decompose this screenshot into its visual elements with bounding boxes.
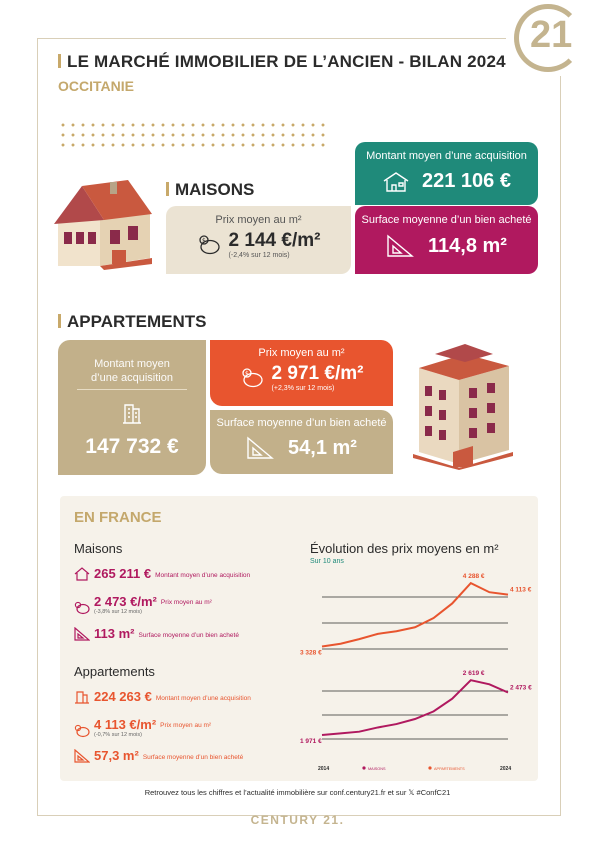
decorative-dots: [58, 120, 330, 150]
building-icon: [74, 690, 90, 704]
data-label-maisons-peak: 2 619 €: [462, 670, 485, 678]
maisons-heading: MAISONS: [166, 180, 254, 200]
maisons-surface-card: Surface moyenne d’un bien acheté 114,8 m²: [355, 206, 538, 274]
data-label-appartements-start: 3 328 €: [300, 649, 322, 657]
appart-surface-card: Surface moyenne d’un bien acheté 54,1 m²: [210, 410, 393, 474]
maisons-prix-card: Prix moyen au m² $ 2 144 €/m² (-2,4% sur 12 mois): [166, 206, 351, 274]
house-outline-icon: [382, 171, 410, 193]
building-icon: [121, 400, 143, 424]
svg-text:$: $: [201, 237, 206, 244]
france-maisons-surface: 113 m² Surface moyenne d’un bien acheté: [74, 626, 239, 641]
france-appart-montant: 224 263 € Montant moyen d’une acquisition: [74, 689, 251, 704]
legend-label-appartements: APPARTEMENTS: [434, 767, 465, 771]
appart-prix-card: Prix moyen au m² $ 2 971 €/m² (+2,3% sur 12 mois): [210, 340, 393, 406]
legend-label-maisons: MAISONS: [368, 767, 386, 771]
chart-subtitle: Sur 10 ans: [310, 558, 344, 565]
series-line-appartements: [322, 583, 508, 646]
series-line-maisons: [322, 680, 508, 735]
appart-montant-card: Montant moyen d’une acquisition 147 732 €: [58, 340, 206, 475]
price-evolution-chart: [298, 565, 536, 777]
piggy-bank-icon: [74, 724, 90, 738]
france-maisons-prix: 2 473 €/m² (-3,8% sur 12 mois) Prix moyen au m²: [74, 594, 212, 615]
france-maisons-montant: 265 211 € Montant moyen d’une acquisition: [74, 566, 250, 581]
house-illustration: [54, 180, 154, 272]
piggy-bank-icon: [240, 367, 264, 389]
france-maisons-label: Maisons: [74, 541, 123, 556]
page-title: LE MARCHÉ IMMOBILIER DE L’ANCIEN - BILAN 2024: [58, 52, 506, 72]
piggy-bank-icon: [197, 234, 221, 256]
region-label: OCCITANIE: [58, 78, 134, 94]
footer-text: Retrouvez tous les chiffres et l’actualité immobilière sur conf.century21.fr et sur 𝕏 #ConfC21: [144, 788, 451, 797]
france-heading: EN FRANCE: [74, 509, 162, 526]
france-appart-surface: 57,3 m² Surface moyenne d’un bien acheté: [74, 748, 243, 763]
house-outline-icon: [74, 567, 90, 581]
x-tick-label-end: 2024: [500, 766, 512, 772]
century21-logo: [506, 2, 588, 76]
appartements-heading: APPARTEMENTS: [58, 312, 206, 332]
france-appart-prix: 4 113 €/m² (-0,7% sur 12 mois) Prix moyen au m²: [74, 717, 211, 738]
logo-number: 21: [530, 14, 573, 56]
data-label-appartements-end: 4 113 €: [510, 586, 532, 594]
legend-swatch-appartements: [428, 766, 431, 769]
legend-swatch-maisons: [362, 766, 365, 769]
apartment-building-illustration: [413, 340, 515, 470]
data-label-maisons-start: 1 971 €: [300, 737, 322, 745]
set-square-icon: [74, 627, 90, 641]
set-square-icon: [386, 234, 414, 258]
x-tick-label-start: 2014: [318, 766, 330, 772]
set-square-icon: [246, 436, 274, 460]
france-appart-label: Appartements: [74, 664, 155, 679]
century21-brand: CENTURY 21.: [250, 813, 345, 827]
svg-text:$: $: [244, 370, 249, 377]
data-label-appartements-peak: 4 288 €: [462, 573, 485, 581]
maisons-montant-card: Montant moyen d’une acquisition 221 106 €: [355, 142, 538, 205]
piggy-bank-icon: [74, 601, 90, 615]
data-label-maisons-end: 2 473 €: [510, 684, 532, 692]
set-square-icon: [74, 749, 90, 763]
chart-title: Évolution des prix moyens en m²: [310, 541, 499, 556]
